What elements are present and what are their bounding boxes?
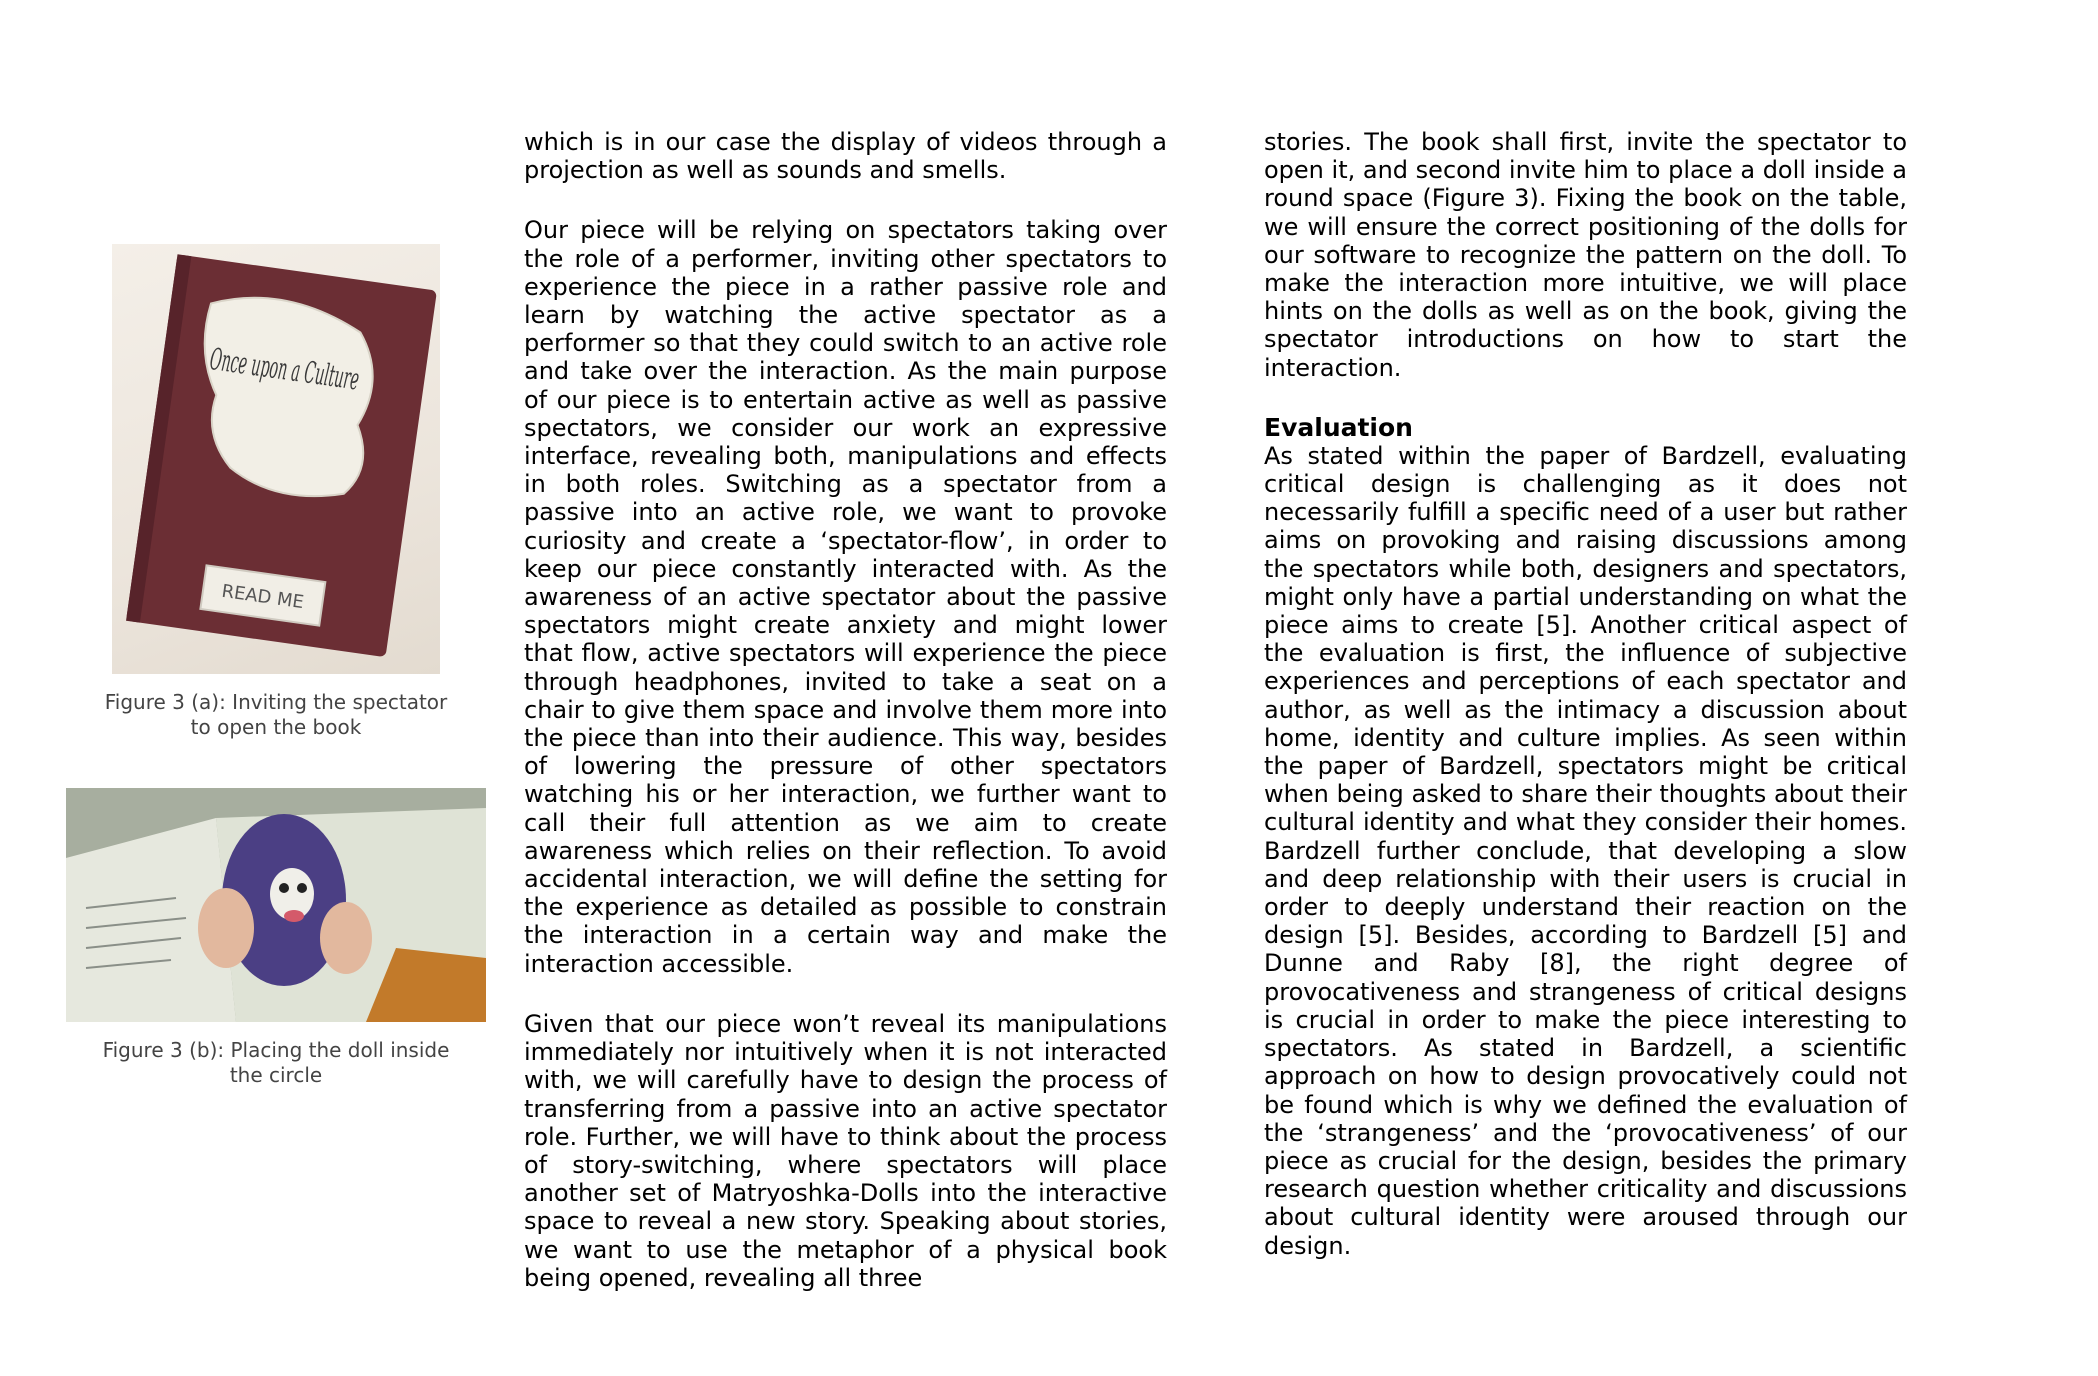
figure-3b-doll-photo [66, 788, 486, 1022]
section-heading-evaluation: Evaluation [1264, 412, 1413, 442]
figure-3b-caption-line2: the circle [229, 1063, 323, 1087]
right-text-column [1264, 128, 1907, 1292]
figure-3b-caption-line1: Figure 3 (b): Placing the doll inside [102, 1038, 450, 1062]
figure-3a-caption-line2: to open the book [190, 715, 362, 739]
doll-eye-left [279, 883, 289, 893]
doll-eye-right [297, 883, 307, 893]
hand-right [320, 902, 372, 974]
doll-mouth [284, 910, 304, 922]
paragraph: Our piece will be relying on spectators taking over the role of a performer, inviting other spectators to experience the piece in a rather passive role and learn by watching the active spectator as a performer so that they could switch to an active role and take over the interaction. As the main purpose of our piece is to entertain active as well as passive spectators, we consider our work an expressive interface, revealing both, manipulations and effects in both roles. Switching as a spectator from a passive into an active role, we want to provoke curiosity and create a ‘spectator-flow’, in order to keep our piece constantly interacted with. As the awareness of an active spectator about the passive spectators might create anxiety and might lower that flow, active spectators will experience the piece through headphones, invited to take a seat on a chair to give them space and involve them more into the piece than into their audience. This way, besides of lowering the pressure of other spectators watching his or her interaction, we further want to call their full attention as we aim to create awareness which relies on their reflection. To avoid accidental interaction, we will define the setting for the experience as detailed as possible to constrain the interaction in a certain way and make the interaction accessible. [524, 216, 1167, 978]
figure-3b-caption [86, 1038, 466, 1088]
figure-3a-caption-line1: Figure 3 (a): Inviting the spectator [104, 690, 448, 714]
paragraph: stories. The book shall first, invite the spectator to open it, and second invite him to place a doll inside a round space (Figure 3). Fixing the book on the table, we will ensure the correct positioning of the dolls for our software to recognize the pattern on the doll. To make the interaction more intuitive, we will place hints on the dolls as well as on the book, giving the spectator introductions on how to start the interaction. [1264, 128, 1907, 382]
paragraph: Given that our piece won’t reveal its manipulations immediately nor intuitively when it is not interacted with, we will carefully have to design the process of transferring from a passive into an active spectator role. Further, we will have to think about the process of story-switching, where spectators will place another set of Matryoshka-Dolls into the interactive space to reveal a new story. Speaking about stories, we want to use the metaphor of a physical book being opened, revealing all three [524, 1009, 1167, 1292]
middle-text-column [524, 128, 1167, 1324]
figure-3a-book-photo [112, 244, 440, 674]
read-me-label: READ ME [220, 580, 306, 614]
paragraph: which is in our case the display of videos through a projection as well as sounds and smells. [524, 128, 1167, 185]
figure-3a-caption [86, 690, 466, 740]
doll-illustration [66, 788, 486, 1022]
hand-left [198, 888, 254, 968]
paragraph: As stated within the paper of Bardzell, evaluating critical design is challenging as it does not necessarily fulfill a specific need of a user but rather aims on provoking and raising discussions among the spectators while both, designers and spectators, might only have a partial understanding on what the piece aims to create [5]. Another critical aspect of the evaluation is first, the influence of subjective experiences and perceptions of each spectator and author, as well as the intimacy a discussion about home, identity and culture implies. As seen within the paper of Bardzell, spectators might be critical when being asked to share their thoughts about their cultural identity and what they consider their homes. Bardzell further conclude, that developing a slow and deep relationship with their users is crucial in order to deeply understand their reaction on the design [5]. Besides, according to Bardzell [5] and Dunne and Raby [8], the right degree of provocativeness and strangeness of critical designs is crucial in order to make the piece interesting to spectators. As stated in Bardzell, a scientific approach on how to design provocatively could not be found which is why we defined the evaluation of the ‘strangeness’ and the ‘provocativeness’ of our piece as crucial for the design, besides the primary research question whether criticality and discussions about cultural identity were aroused through our design. [1264, 441, 1907, 1260]
book-illustration [112, 244, 440, 674]
